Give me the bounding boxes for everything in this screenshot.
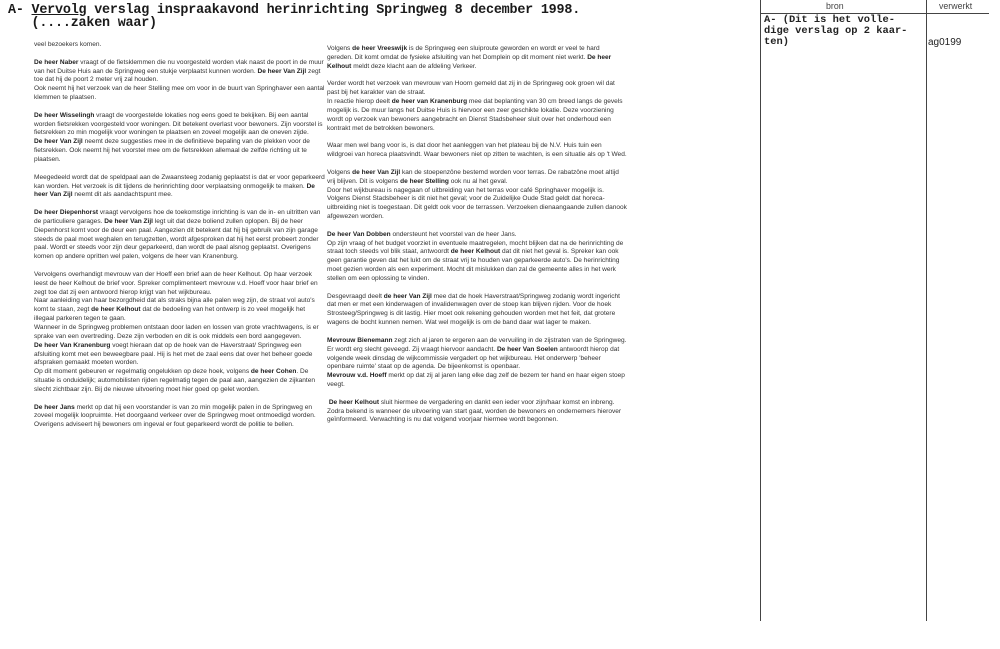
- speaker-name: De heer Van Zijl: [104, 217, 154, 225]
- speaker-name: de heer Van Zijl: [383, 292, 432, 300]
- right-text-column: [327, 45, 627, 434]
- title-underlined-word: Vervolg: [31, 3, 87, 18]
- paragraph: Mevrouw Bienemann zegt zich al jaren te ergeren aan de vervuiling in de zijstraten van de Springweg. Er wordt erg slecht geveegd. Zij vraagt hiervoor aandacht. De heer Van Soelen antwoordt hierop dat volgende week dinsdag de wijkcommissie vergadert op het wijkbureau. Het onderwerp 'beheer openbare ruimte' staat op de agenda. De bijeenkomst is openbaar. Mevrouw v.d. Hoeff merkt op dat zij al jaren lang elke dag zelf de bezem ter hand en haar eigen stoep veegt.: [327, 336, 627, 389]
- table-left-border: [760, 0, 761, 621]
- title-prefix: A-: [8, 3, 32, 18]
- paragraph: Verder wordt het verzoek van mevrouw van Hoorn gemeld dat zij in de Springweg ook groen wil dat past bij het karakter van de straat. In reactie hierop deelt de heer van Kranenburg mee dat beplanting van 30 cm breed langs de gevels mogelijk is. De muur langs het Duitse Huis is hiervoor een zeer geschikte lokatie. Deze voorziening wordt op verzoek van bewoners aangebracht en Dienst Stadsbeheer sluit over het onderhoud een kontrakt met de betrokken bewoners.: [327, 80, 623, 132]
- paragraph: De heer Diepenhorst vraagt vervolgens hoe de toekomstige inrichting is van de in- en uitritten van de particuliere garages. De heer Van Zijl legt uit dat deze boliend zullen oplopen. Bij de heer Diepenhorst komt voor de deur een paal. Aangezien dit betekent dat hij bij gebruik van zijn garage steeds de paal moet weghalen en terugzetten, wordt afgesproken dat hij het eerst probeert zonder paal. Wordt er steeds voor zijn deur geparkeerd, dan wordt de paal alsnog geplaatst. Overigens komen op andere opritten wel palen, volgens de heer van Kranenburg.: [34, 209, 321, 261]
- speaker-name: de heer van Kranenburg: [391, 98, 468, 106]
- paragraph: De heer Jans merkt op dat hij een voorstander is van zo min mogelijk palen in de Springweg en zoveel mogelijk loopruimte. Het doorgaand verkeer over de Springweg moet ontmoedigd worden. Overigens adviseert hij bewoners om ingeval er fout geparkeerd wordt de politie te bellen.: [34, 403, 316, 429]
- paragraph: Meegedeeld wordt dat de speldpaal aan de Zwaansteeg zodanig geplaatst is dat er voor geparkeerd kan worden. Het verzoek is dit tijdens de herinrichting door verplaatsing onmogelijk te maken. De heer Van Zijl neemt dit als aandachtspunt mee.: [34, 173, 325, 199]
- speaker-name: de heer Kelhout: [91, 306, 141, 314]
- paragraph: De heer Kelhout sluit hiermee de vergadering en dankt een ieder voor zijn/haar komst en inbreng. Zodra bekend is wanneer de uitvoering van start gaat, worden de bewoners en ondernemers hierover geïnformeerd. Verwachting is nu dat volgend voorjaar hiermee wordt begonnen.: [327, 398, 622, 424]
- speaker-name: De heer Van Zijl: [34, 182, 315, 199]
- speaker-name: De heer Kelhout: [328, 398, 380, 406]
- speaker-name: De heer Diepenhorst: [34, 209, 99, 217]
- paragraph: veel bezoekers komen.: [34, 41, 102, 48]
- left-text-column: [34, 41, 326, 439]
- speaker-name: Mevrouw Bienemann: [327, 336, 393, 344]
- verwerkt-value: ag0199: [928, 37, 962, 48]
- title-text: verslag inspraakavond herinrichting Springweg 8 december 1998.: [86, 3, 581, 18]
- paragraph: Vervolgens overhandigt mevrouw van der Hoeff een brief aan de heer Kelhout. Op haar verzoek leest de heer Kelhout de brief voor. Spreker complimenteert mevrouw v.d. Hoeff voor haar brief en zegt toe dat zij een antwoord hierop krijgt van het wijkbureau. Naar aanleiding van haar bezorgdheid dat als straks bijna alle palen weg zijn, de straat vol auto's komt te staan, zegt de heer Kelhout dat de bedoeling van het ontwerp is zo veel mogelijk het illegaal parkeren tegen te gaan. Wanneer in de Springweg problemen ontstaan door laden en lossen van grote vrachtwagens, is er sprake van een overtreding. Deze zijn verboden en dit is ook middels een bord aangegeven. De heer Van Kranenburg voegt hieraan dat op de hoek van de Haverstraat/ Springweg een afsluiting komt met een beweegbare paal. Hij is het met de zaal eens dat over het beheer goede afspraken gemaakt moeten worden. Op dit moment gebeuren er regelmatig ongelukken op deze hoek, volgens de heer Cohen. De situatie is onduidelijk; automobilisten rijden regelmatig tegen de paal aan, aangezien de zijkanten slecht zichtbaar zijn. Bij de nieuwe uitvoering moet hier goed op gelet worden.: [34, 270, 319, 393]
- speaker-name: De heer Van Zijl: [34, 138, 83, 146]
- speaker-name: De heer Van Zijl: [257, 67, 307, 75]
- paragraph: De heer Naber vraagt of de fietsklemmen die nu voorgesteld worden vlak naast de poort in de muur van het Duitse Huis aan de Springweg een stukje verplaatst kunnen worden. De heer Van Zijl zegt toe dat hij de poort 2 meter vrij zal houden. Ook neemt hij het verzoek van de heer Stelling mee om voor in de buurt van Springhaver een aantal klemmen te plaatsen.: [34, 58, 325, 102]
- speaker-name: De heer Wisselingh: [34, 111, 95, 119]
- table-column-divider: [926, 0, 927, 621]
- bron-entry: A- (Dit is het volle- dige verslag op 2 kaar- ten): [764, 14, 908, 48]
- speaker-name: De heer Van Kranenburg: [34, 341, 111, 349]
- speaker-name: de heer Stelling: [400, 177, 449, 185]
- paragraph: Volgens de heer Van Zijl kan de stoepenzône bestemd worden voor terras. De rabatzône moet altijd vrij blijven. Dit is volgens de heer Stelling ook nu al het geval. Door het wijkbureau is nagegaan of uitbreiding van het terras voor café Springhaver mogelijk is. Volgens Dienst Stadsbeheer is dit niet het geval; voor de Zuidelijke Oude Stad geldt dat horeca-uitbreiding niet is toegestaan. Dit geldt ook voor de terrassen. Verzoeken dienaangaande zullen danook afgewezen worden.: [327, 168, 627, 221]
- speaker-name: De heer Van Dobben: [327, 230, 391, 238]
- paragraph: Desgevraagd deelt de heer Van Zijl mee dat de hoek Haverstraat/Springweg zodanig wordt ingericht dat men er met een kinderwagen of invalidenwagen over de stoep kan blijven rijden. Voor de hoek Strosteeg/Springweg is dit lastig. Hier moet ook rekening gehouden worden met het feit, dat grotere wagens de bocht kunnen nemen. Wat wel mogelijk is om de band daar wat lager te maken.: [327, 292, 620, 327]
- speaker-name: De heer Jans: [34, 403, 75, 411]
- speaker-name: de heer Vreeswijk: [352, 45, 408, 52]
- document-title: [8, 4, 580, 30]
- speaker-name: de heer Van Zijl: [352, 168, 401, 176]
- speaker-name: Mevrouw v.d. Hoeff: [327, 372, 387, 380]
- paragraph: De heer Wisselingh vraagt de voorgestelde lokaties nog eens goed te bekijken. Bij een aantal worden fietsrekken voorgesteld voor woningen. Dit betekent overlast voor bewoners. Zijn voorstel is fietsrekken zo min mogelijk voor woningen te plaatsen en zoveel mogelijk aan de oneven zijde. De heer Van Zijl neemt deze suggesties mee in de definitieve bepaling van de plekken voor de fietsrekken. Ook neemt hij het voorstel mee om de fietsrekken allemaal de zelfde richting uit te plaatsen.: [34, 111, 323, 163]
- speaker-name: de heer Kelhout: [450, 248, 501, 256]
- title-subtitle: (....zaken waar): [31, 16, 157, 31]
- paragraph: Waar men wel bang voor is, is dat door het aanleggen van het plateau bij de N.V. Huis tuin een wildgroei van horeca plaatsvindt. Waar bewoners niet op zitten te wachten, is een situatie als op 't Wed.: [327, 142, 627, 159]
- paragraph: De heer Van Dobben ondersteunt het voorstel van de heer Jans. Op zijn vraag of het budget voorziet in eventuele maatregelen, mocht blijken dat na de herinrichting de straat toch steeds vol blik staat, antwoordt de heer Kelhout dat dit niet het geval is. Spreker kan ook geen garantie geven dat het lukt om de straat vrij te houden van geparkeerde auto's. De herinrichting moet gezien worden als een experiment. Mocht dit mislukken dan zal de gemeente alles in het werk stellen om een oplossing te vinden.: [327, 230, 624, 282]
- speaker-name: de heer Cohen: [250, 368, 297, 376]
- column-header-bron: bron: [826, 1, 844, 11]
- speaker-name: De heer Van Soelen: [496, 345, 558, 353]
- paragraph: Volgens de heer Vreeswijk is de Springweg een sluiproute geworden en wordt er veel te hard gereden. Dit komt omdat de fysieke afsluiting van het Domplein op dit moment niet werkt. De heer Kelhout meldt deze klacht aan de afdeling Verkeer.: [327, 45, 612, 70]
- column-header-verwerkt: verwerkt: [939, 1, 973, 11]
- speaker-name: De heer Naber: [34, 58, 79, 66]
- speaker-name: De heer Kelhout: [327, 53, 612, 70]
